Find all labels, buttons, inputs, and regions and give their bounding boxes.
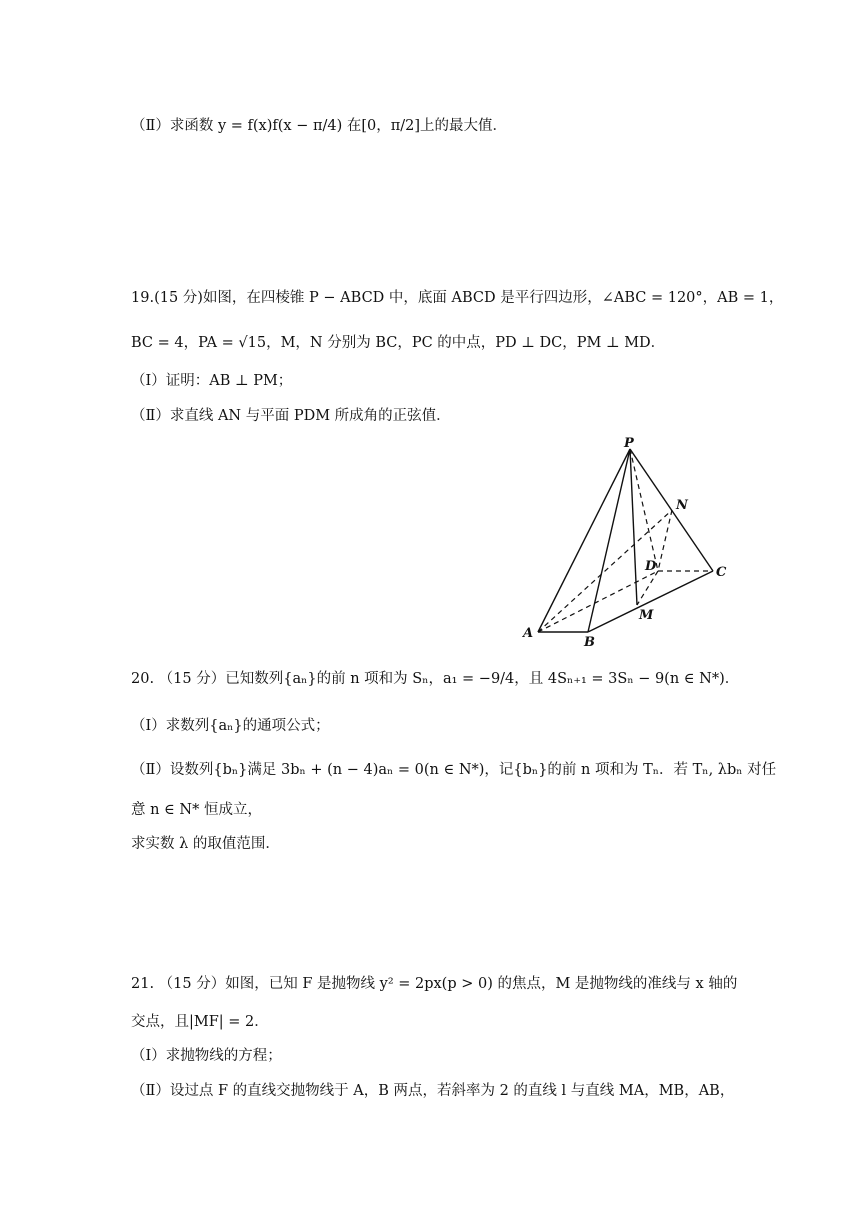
q19-part2: （Ⅱ）求直线 AN 与平面 PDM 所成角的正弦值．: [131, 408, 451, 424]
pyramid-figure: [515, 435, 740, 650]
q21-stem1: 如图，已知 F 是抛物线 y² = 2px(p > 0) 的焦点，M 是抛物线的准线与 x 轴的: [225, 976, 738, 992]
q21-stem-line1: [131, 974, 737, 994]
q20-stem-text: 已知数列{aₙ}的前 n 项和为 Sₙ，a₁ = −9/4，且 4Sₙ₊₁ = 3Sₙ − 9(n ∈ N*)．: [225, 671, 740, 687]
q20-part1: （Ⅰ）求数列{aₙ}的通项公式；: [131, 718, 330, 734]
q19-stem1: 如图，在四棱锥 P − ABCD 中，底面 ABCD 是平行四边形，∠ABC = 120°，AB = 1，: [202, 290, 784, 306]
q19-part1: （Ⅰ）证明：AB ⊥ PM；: [131, 373, 293, 389]
q20-stem: [131, 669, 739, 689]
label-N: N: [676, 498, 688, 513]
q20-part2-line2: 意 n ∈ N* 恒成立，: [131, 802, 262, 818]
q20-number: 20.: [131, 671, 155, 687]
q21-score: （15 分）: [158, 976, 226, 992]
q18-part2: （Ⅱ）求函数 y = f(x)f(x − π/4) 在[0，π/2]上的最大值．: [131, 118, 508, 134]
q21-part2: （Ⅱ）设过点 F 的直线交抛物线于 A，B 两点，若斜率为 2 的直线 l 与直线 MA，MB，AB，: [131, 1083, 735, 1099]
q21-number: 21.: [131, 976, 155, 992]
q19-number: 19.: [131, 290, 155, 306]
label-P: P: [624, 436, 634, 451]
q21-stem-line2: 交点，且|MF| = 2．: [131, 1014, 269, 1030]
label-A: A: [523, 626, 534, 641]
q20-part2-line3: 求实数 λ 的取值范围．: [131, 836, 280, 852]
q21-part1: （Ⅰ）求抛物线的方程；: [131, 1048, 282, 1064]
label-M: M: [639, 608, 654, 623]
q19-stem-line1: [131, 288, 783, 308]
q19-score: (15 分): [154, 290, 203, 306]
q20-part2-line1: （Ⅱ）设数列{bₙ}满足 3bₙ + (n − 4)aₙ = 0(n ∈ N*)，记{bₙ}的前 n 项和为 Tₙ．若 Tₙ, λbₙ 对任: [131, 762, 777, 778]
label-C: C: [716, 565, 727, 580]
label-B: B: [584, 635, 595, 650]
q20-score: （15 分）: [158, 671, 226, 687]
q19-stem-line2: BC = 4，PA = √15，M，N 分别为 BC，PC 的中点，PD ⊥ DC，PM ⊥ MD．: [131, 335, 666, 351]
label-D: D: [645, 559, 657, 574]
